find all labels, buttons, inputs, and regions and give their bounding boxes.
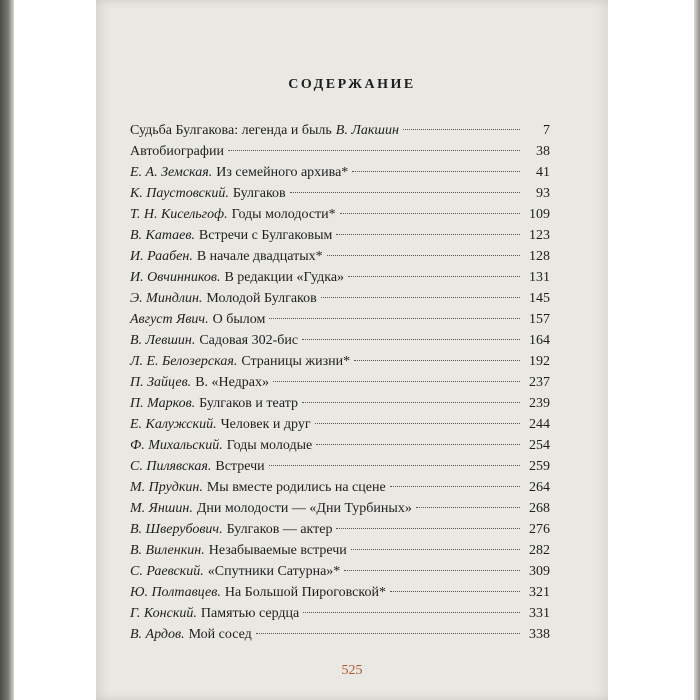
toc-entry-page: 259 bbox=[529, 459, 550, 474]
toc-leader-dots bbox=[316, 444, 520, 445]
toc-entry-page: 244 bbox=[529, 417, 550, 432]
toc-entry-author: П. Зайцев. bbox=[130, 375, 192, 390]
toc-leader-dots bbox=[348, 276, 520, 277]
toc-leader-dots bbox=[269, 465, 520, 466]
toc-leader-dots bbox=[256, 633, 520, 634]
toc-entry bbox=[130, 435, 550, 456]
toc-entry-page: 128 bbox=[529, 249, 550, 264]
toc-leader-dots bbox=[390, 486, 520, 487]
toc-entry-author: Е. А. Земская. bbox=[130, 165, 213, 180]
toc-entry-page: 331 bbox=[529, 606, 550, 621]
toc-entry-author: Август Явич. bbox=[130, 312, 209, 327]
toc-entry-page: 164 bbox=[529, 333, 550, 348]
toc-entry-author: Л. Е. Белозерская. bbox=[130, 354, 238, 369]
toc-entry-title: Годы молодые bbox=[226, 438, 313, 453]
toc-leader-dots bbox=[390, 591, 520, 592]
toc-entry bbox=[130, 519, 550, 540]
toc-entry-page: 338 bbox=[529, 627, 550, 642]
table-of-contents bbox=[130, 120, 550, 645]
toc-entry bbox=[130, 351, 550, 372]
toc-entry-page: 93 bbox=[536, 186, 550, 201]
toc-leader-dots bbox=[302, 402, 520, 403]
toc-entry-page: 131 bbox=[529, 270, 550, 285]
toc-entry-author: М. Прудкин. bbox=[130, 480, 203, 495]
toc-entry-author: В. Шверубович. bbox=[130, 522, 223, 537]
toc-entry bbox=[130, 183, 550, 204]
toc-entry-author: В. Левшин. bbox=[130, 333, 196, 348]
toc-entry-page: 192 bbox=[529, 354, 550, 369]
toc-entry bbox=[130, 246, 550, 267]
toc-entry-title: Мой сосед bbox=[188, 627, 252, 642]
toc-entry-page: 276 bbox=[529, 522, 550, 537]
toc-entry bbox=[130, 225, 550, 246]
toc-entry bbox=[130, 540, 550, 561]
page-title: СОДЕРЖАНИЕ bbox=[288, 77, 416, 92]
toc-entry-title: Дни молодости — «Дни Турбиных» bbox=[196, 501, 412, 516]
toc-entry-title: Садовая 302-бис bbox=[199, 333, 299, 348]
toc-entry-author: И. Раабен. bbox=[130, 249, 193, 264]
toc-entry-title: Человек и друг bbox=[220, 417, 311, 432]
toc-entry-page: 38 bbox=[536, 144, 550, 159]
page-edge-shadow bbox=[694, 0, 700, 700]
toc-entry-page: 157 bbox=[529, 312, 550, 327]
toc-entry-page: 7 bbox=[543, 123, 550, 138]
toc-entry bbox=[130, 456, 550, 477]
toc-leader-dots bbox=[303, 612, 520, 613]
toc-entry bbox=[130, 624, 550, 645]
toc-entry-title: Мы вместе родились на сцене bbox=[206, 480, 386, 495]
toc-entry-title: В. «Недрах» bbox=[195, 375, 270, 390]
toc-entry-author: В. Катаев. bbox=[130, 228, 195, 243]
toc-entry-page: 237 bbox=[529, 375, 550, 390]
toc-entry-title: Молодой Булгаков bbox=[206, 291, 317, 306]
toc-leader-dots bbox=[336, 234, 520, 235]
book-page bbox=[96, 0, 608, 700]
toc-leader-dots bbox=[416, 507, 520, 508]
toc-entry-author: Е. Калужский. bbox=[130, 417, 217, 432]
toc-entry bbox=[130, 204, 550, 225]
toc-entry-page: 254 bbox=[529, 438, 550, 453]
toc-entry-author: Ф. Михальский. bbox=[130, 438, 223, 453]
toc-leader-dots bbox=[352, 171, 520, 172]
toc-leader-dots bbox=[354, 360, 520, 361]
toc-entry-title: Булгаков и театр bbox=[199, 396, 299, 411]
toc-entry-page: 282 bbox=[529, 543, 550, 558]
toc-entry-page: 321 bbox=[529, 585, 550, 600]
toc-entry-author: П. Марков. bbox=[130, 396, 196, 411]
page-number: 525 bbox=[341, 663, 363, 678]
toc-entry-page: 309 bbox=[529, 564, 550, 579]
toc-entry bbox=[130, 477, 550, 498]
toc-entry bbox=[130, 141, 550, 162]
toc-entry-title: Из семейного архива* bbox=[216, 165, 349, 180]
toc-leader-dots bbox=[344, 570, 520, 571]
toc-leader-dots bbox=[273, 381, 520, 382]
toc-entry-title: Страницы жизни* bbox=[241, 354, 351, 369]
toc-entry-page: 264 bbox=[529, 480, 550, 495]
toc-entry-title: Годы молодости* bbox=[231, 207, 336, 222]
toc-entry-title: Незабываемые встречи bbox=[208, 543, 347, 558]
toc-entry-title: Судьба Булгакова: легенда и быль bbox=[130, 123, 332, 138]
toc-leader-dots bbox=[228, 150, 520, 151]
toc-leader-dots bbox=[351, 549, 520, 550]
toc-entry-page: 268 bbox=[529, 501, 550, 516]
toc-leader-dots bbox=[321, 297, 520, 298]
toc-entry-page: 145 bbox=[529, 291, 550, 306]
toc-entry bbox=[130, 393, 550, 414]
toc-leader-dots bbox=[290, 192, 520, 193]
toc-entry-author: С. Пилявская. bbox=[130, 459, 212, 474]
toc-leader-dots bbox=[340, 213, 520, 214]
toc-entry bbox=[130, 582, 550, 603]
toc-entry-author: С. Раевский. bbox=[130, 564, 204, 579]
toc-entry bbox=[130, 414, 550, 435]
toc-entry-title: Булгаков — актер bbox=[226, 522, 333, 537]
toc-entry-author: В. Ардов. bbox=[130, 627, 185, 642]
toc-entry-title: На Большой Пироговской* bbox=[224, 585, 386, 600]
toc-entry-title: Встречи с Булгаковым bbox=[198, 228, 333, 243]
toc-entry-page: 123 bbox=[529, 228, 550, 243]
toc-entry-title: В начале двадцатых* bbox=[196, 249, 323, 264]
book-spine-shadow bbox=[0, 0, 14, 700]
toc-entry bbox=[130, 309, 550, 330]
toc-entry bbox=[130, 603, 550, 624]
toc-entry bbox=[130, 498, 550, 519]
toc-leader-dots bbox=[327, 255, 520, 256]
toc-entry-title: Булгаков bbox=[232, 186, 286, 201]
toc-leader-dots bbox=[403, 129, 520, 130]
toc-entry bbox=[130, 267, 550, 288]
toc-entry-title: О былом bbox=[212, 312, 266, 327]
toc-entry-author: Э. Миндлин. bbox=[130, 291, 203, 306]
toc-entry-author: Г. Конский. bbox=[130, 606, 197, 621]
toc-entry-title: Автобиографии bbox=[130, 144, 224, 159]
toc-entry-page: 239 bbox=[529, 396, 550, 411]
toc-leader-dots bbox=[336, 528, 520, 529]
toc-entry-page: 109 bbox=[529, 207, 550, 222]
toc-entry-title: Памятью сердца bbox=[200, 606, 300, 621]
toc-entry-author: К. Паустовский. bbox=[130, 186, 229, 201]
toc-entry-author: Ю. Полтавцев. bbox=[130, 585, 221, 600]
toc-entry bbox=[130, 330, 550, 351]
toc-entry-title: Встречи bbox=[215, 459, 265, 474]
toc-entry-author: В. Виленкин. bbox=[130, 543, 205, 558]
toc-leader-dots bbox=[315, 423, 520, 424]
toc-entry-author: Т. Н. Кисельгоф. bbox=[130, 207, 228, 222]
toc-entry-title: «Спутники Сатурна»* bbox=[207, 564, 341, 579]
toc-entry bbox=[130, 120, 550, 141]
toc-entry bbox=[130, 561, 550, 582]
toc-entry bbox=[130, 162, 550, 183]
toc-entry-author: И. Овчинников. bbox=[130, 270, 221, 285]
toc-leader-dots bbox=[269, 318, 520, 319]
toc-entry-page: 41 bbox=[536, 165, 550, 180]
toc-entry-author: В. Лакшин bbox=[335, 123, 399, 138]
toc-entry bbox=[130, 372, 550, 393]
toc-entry-title: В редакции «Гудка» bbox=[224, 270, 345, 285]
toc-leader-dots bbox=[302, 339, 520, 340]
toc-entry bbox=[130, 288, 550, 309]
toc-entry-author: М. Яншин. bbox=[130, 501, 193, 516]
